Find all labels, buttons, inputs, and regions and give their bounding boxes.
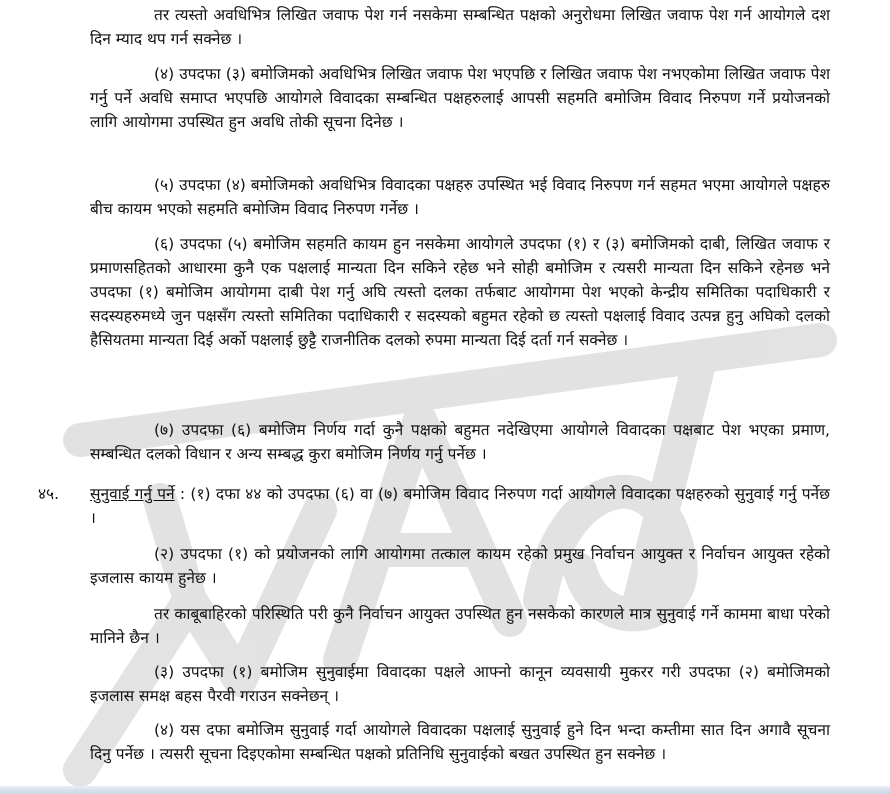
section-45-text: : (१) दफा ४४ को उपदफा (६) वा (७) बमोजिम विवाद निरुपण गर्दा आयोगले विवादका पक्षहरुको सुनुवाई गर्नु पर्नेछ । [90,485,830,527]
paragraph-subsection-4b: (४) यस दफा बमोजिम सुनुवाई गर्दा आयोगले विवादका पक्षलाई सुनुवाई हुने दिन भन्दा कम्तीमा सात दिन अगावै सूचना दिनु पर्नेछ । त्यसरी सूचना दिइएकोमा सम्बन्धित पक्षको प्रतिनिधि सुनुवाईको बखत उपस्थित हुन सक्नेछ । [90,721,830,763]
paragraph-subsection-4: (४) उपदफा (३) बमोजिमको अवधिभित्र लिखित जवाफ पेश भएपछि र लिखित जवाफ पेश नभएकोमा लिखित जवाफ पेश गर्नु पर्ने अवधि समाप्त भएपछि आयोगले विवादका सम्बन्धित पक्षहरुलाई आपसी सहमति बमोजिम विवाद निरुपण गर्ने प्रयोजनको लागि आयोगमा उपस्थित हुन अवधि तोकी सूचना दिनेछ । [90,65,830,131]
section-number: ४५. [38,485,60,503]
window-bottom-edge [0,786,890,794]
paragraph-subsection-6: (६) उपदफा (५) बमोजिम सहमति कायम हुन नसकेमा आयोगले उपदफा (१) र (३) बमोजिमको दाबी, लिखित जवाफ र प्रमाणसहितको आधारमा कुनै एक पक्षलाई मान्यता दिन सकिने रहेछ भने सोही बमोजिम र त्यसरी मान्यता दिन सकिने रहेनछ भने उपदफा (१) बमोजिम आयोगमा दाबी पेश गर्नु अघि त्यस्तो दलका तर्फबाट आयोगमा पेश भएको केन्द्रीय समितिका पदाधिकारी र सदस्यहरुमध्ये जुन पक्षसँग त्यस्तो समितिका पदाधिकारी र सदस्यको बहुमत रहेको छ त्यस्तो पक्षलाई विवाद उत्पन्न हुनु अघिको दलको हैसियतमा मान्यता दिई अर्को पक्षलाई छुट्टै राजनीतिक दलको रुपमा मान्यता दिई दर्ता गर्न सक्नेछ । [90,235,830,349]
paragraph-subsection-7: (७) उपदफा (६) बमोजिम निर्णय गर्दा कुनै पक्षको बहुमत नदेखिएमा आयोगले विवादका पक्षबाट पेश भएका प्रमाण, सम्बन्धित दलको विधान र अन्य सम्बद्ध कुरा बमोजिम निर्णय गर्नु पर्नेछ । [90,421,830,463]
paragraph-proviso-2: तर काबूबाहिरको परिस्थिति परी कुनै निर्वाचन आयुक्त उपस्थित हुन नसकेको कारणले मात्र सुनुवाई गर्ने काममा बाधा परेको मानिने छैन । [90,605,830,647]
paragraph-subsection-5: (५) उपदफा (४) बमोजिमको अवधिभित्र विवादका पक्षहरु उपस्थित भई विवाद निरुपण गर्न सहमत भएमा आयोगले पक्षहरु बीच कायम भएको सहमति बमोजिम विवाद निरुपण गर्नेछ । [90,176,830,218]
paragraph-subsection-2: (२) उपदफा (१) को प्रयोजनको लागि आयोगमा तत्काल कायम रहेको प्रमुख निर्वाचन आयुक्त र निर्वाचन आयुक्त रहेको इजलास कायम हुनेछ । [90,545,830,587]
section-title: सुनुवाई गर्नु पर्ने [90,485,175,503]
section-45-paragraph [90,482,830,530]
paragraph-proviso-1: तर त्यस्तो अवधिभित्र लिखित जवाफ पेश गर्न नसकेमा सम्बन्धित पक्षको अनुरोधमा लिखित जवाफ पेश गर्न आयोगले दश दिन म्याद थप गर्न सक्नेछ । [90,6,830,48]
paragraph-subsection-3: (३) उपदफा (१) बमोजिम सुनुवाईमा विवादका पक्षले आफ्नो कानून व्यवसायी मुकरर गरी उपदफा (२) बमोजिमको इजलास समक्ष बहस पैरवी गराउन सक्नेछन् । [90,663,830,705]
